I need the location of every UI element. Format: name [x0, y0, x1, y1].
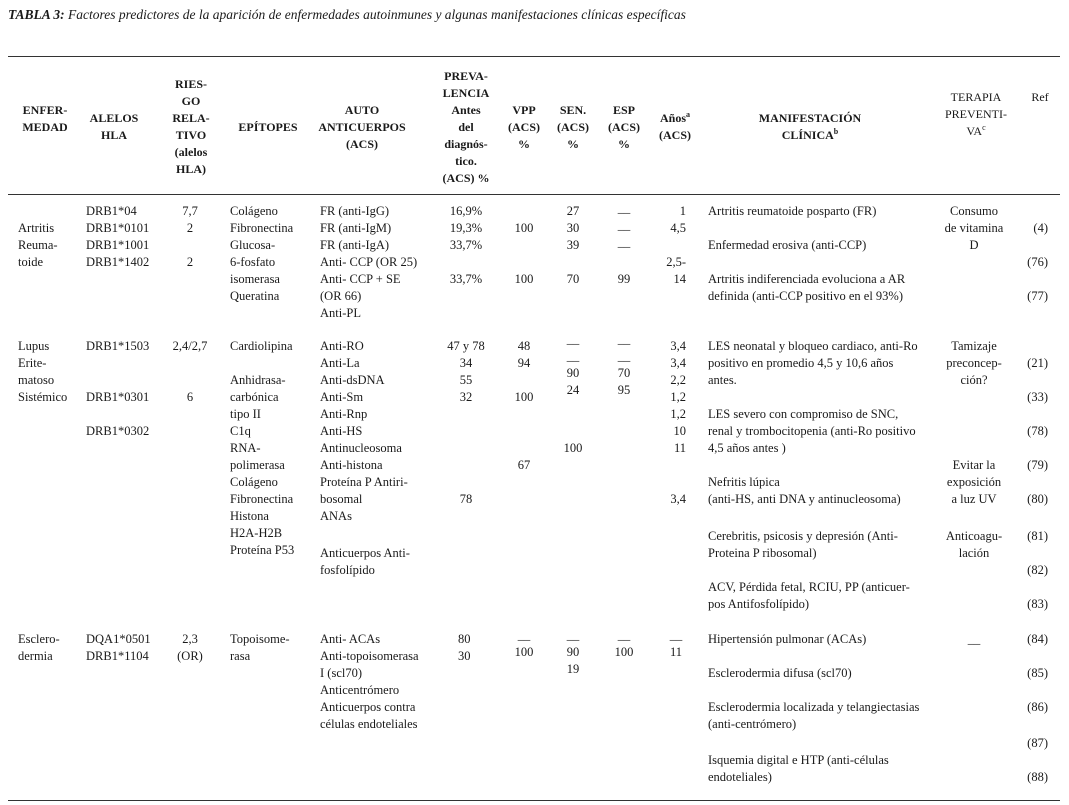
- table-title: Factores predictores de la aparición de enfermedades autoinmunes y algunas manifestaciones clínicas específicas: [64, 7, 686, 22]
- les-esp-1: __ __ 70 95: [617, 332, 631, 397]
- les-vpp-3: 67: [517, 458, 531, 472]
- header-riesgo: RIES- GO RELA- TIVO (alelos HLA): [172, 77, 210, 176]
- top-rule: [8, 56, 1060, 57]
- les-enfermedad: Lupus Erite- matoso Sistémico: [18, 339, 68, 404]
- esc-epitopes: Topoisome- rasa: [230, 632, 290, 663]
- header-manifestacion-line1: MANIFESTACIÓN: [758, 111, 862, 125]
- ar-anos-2: 2,5- 14: [666, 255, 686, 286]
- les-anos-2: 3,4: [670, 492, 686, 506]
- ar-manifestacion-3: Artritis indiferenciada evoluciona a AR definida (anti-CCP positivo en el 93%): [708, 272, 906, 303]
- les-prevalencia-1: 47 y 78 34 55 32: [447, 339, 485, 404]
- ar-prevalencia-2: 33,7%: [449, 272, 483, 286]
- esc-autoanticuerpos: Anti- ACAs Anti-topoisomerasa I (scl70) Anticentrómero Anticuerpos contra células endoteliales: [320, 632, 419, 731]
- esc-ref-3: (86): [1027, 700, 1048, 714]
- les-alelo-2: DRB1*0301: [86, 390, 150, 404]
- ar-enfermedad: Artritis Reuma- toide: [18, 221, 58, 269]
- header-anos-acs: (ACS): [659, 128, 691, 142]
- ar-ref-2: (76): [1027, 255, 1048, 269]
- esc-ref-1: (84): [1027, 632, 1048, 646]
- header-sen: SEN. (ACS) %: [557, 103, 589, 151]
- les-ref-6: (81): [1027, 529, 1048, 543]
- header-anos-label: Años: [659, 111, 686, 125]
- les-prevalencia-2: 78: [459, 492, 473, 506]
- les-ref-5: (80): [1027, 492, 1048, 506]
- esc-alelos: DQA1*0501 DRB1*1104: [86, 632, 151, 663]
- header-anos-sup: a: [686, 110, 690, 119]
- les-manifestacion-3: Nefritis lúpica (anti-HS, anti DNA y antinucleosoma): [708, 475, 901, 506]
- les-manifestacion-1: LES neonatal y bloqueo cardiaco, anti-Ro positivo en promedio 4,5 y 10,6 años antes.: [708, 339, 918, 387]
- les-manifestacion-2: LES severo con compromiso de SNC, renal y trombocitopenia (anti-Ro positivo 4,5 años antes ): [708, 407, 916, 455]
- ar-esp-2: 99: [617, 272, 631, 286]
- les-sen-1: __ __ 90 24: [566, 332, 580, 397]
- les-vpp-1: 48 94: [517, 339, 531, 370]
- les-vpp-2: 100: [514, 390, 534, 404]
- header-vpp: VPP (ACS) %: [508, 103, 540, 151]
- esc-vpp: __ 100: [514, 628, 534, 659]
- header-autoanticuerpos: AUTO ANTICUERPOS (ACS): [318, 103, 406, 151]
- table-caption: [8, 6, 686, 23]
- les-ref-4: (79): [1027, 458, 1048, 472]
- les-ref-1: (21): [1027, 356, 1048, 370]
- table-label: TABLA 3:: [8, 7, 65, 22]
- les-sen-2: 100: [563, 441, 583, 455]
- les-epitopes: Anhidrasa- carbónica tipo II C1q RNA- polimerasa Colágeno Fibronectina Histona H2A-H2B Proteína P53: [230, 373, 295, 557]
- esc-manifestacion-3: Esclerodermia localizada y telangiectasias (anti-centrómero): [708, 700, 920, 731]
- header-ref: Ref: [1031, 90, 1049, 104]
- esc-enfermedad: Esclero- dermia: [18, 632, 60, 663]
- les-manifestacion-5: ACV, Pérdida fetal, RCIU, PP (anticuer- pos Antifosfolípido): [708, 580, 910, 611]
- les-autoanticuerpos: Anti-RO Anti-La Anti-dsDNA Anti-Sm Anti-Rnp Anti-HS Antinucleosoma Anti-histona Proteína P Antiri- bosomal ANAs: [320, 339, 408, 523]
- ar-vpp-1: 100: [514, 221, 534, 235]
- header-esp: ESP (ACS) %: [608, 103, 640, 151]
- les-riesgo-2: 6: [186, 390, 194, 404]
- les-autoanticuerpos-2: Anticuerpos Anti- fosfolípido: [320, 546, 410, 577]
- header-manifestacion: [720, 110, 900, 144]
- les-ref-7: (82): [1027, 563, 1048, 577]
- ar-sen-1: 27 30 39: [566, 204, 580, 252]
- esc-esp: __ 100: [614, 628, 634, 659]
- bottom-rule: [8, 800, 1060, 801]
- header-prevalencia: PREVA- LENCIA Antes del diagnós- tico. (ACS) %: [442, 69, 490, 185]
- les-alelo-3: DRB1*0302: [86, 424, 150, 438]
- esc-terapia: __: [967, 632, 981, 646]
- esc-riesgo: 2,3 (OR): [177, 632, 203, 663]
- les-terapia-2: Evitar la exposición a luz UV: [946, 458, 1002, 506]
- ar-vpp-2: 100: [514, 272, 534, 286]
- esc-manifestacion-1: Hipertensión pulmonar (ACAs): [708, 632, 867, 646]
- ar-epitopes: Colágeno Fibronectina Glucosa- 6-fosfato isomerasa Queratina: [230, 204, 294, 303]
- les-terapia-3: Anticoagu- lación: [945, 529, 1003, 560]
- header-terapia-sup: c: [982, 123, 986, 132]
- les-ref-2: (33): [1027, 390, 1048, 404]
- les-riesgo-1: 2,4/2,7: [172, 339, 208, 353]
- les-alelo-1: DRB1*1503: [86, 339, 150, 353]
- ar-riesgo-2: 2: [186, 221, 194, 235]
- les-anos-1: 3,4 3,4 2,2 1,2 1,2 10 11: [670, 339, 686, 455]
- ar-prevalencia-1: 16,9% 19,3% 33,7%: [449, 204, 483, 252]
- ar-sen-2: 70: [566, 272, 580, 286]
- header-alelos: ALELOS HLA: [89, 111, 139, 142]
- les-ref-3: (78): [1027, 424, 1048, 438]
- esc-sen: __ 90 19: [566, 628, 580, 676]
- esc-prevalencia: 80 30: [458, 632, 471, 663]
- esc-ref-4: (87): [1027, 736, 1048, 750]
- les-ref-8: (83): [1027, 597, 1048, 611]
- ar-ref-3: (77): [1027, 289, 1048, 303]
- esc-manifestacion-2: Esclerodermia difusa (scl70): [708, 666, 852, 680]
- header-epitopes: EPÍTOPES: [238, 120, 298, 134]
- ar-manifestacion-1: Artritis reumatoide posparto (FR): [708, 204, 877, 218]
- ar-ref-1: (4): [1033, 221, 1048, 235]
- header-manifestacion-sup: b: [833, 127, 839, 136]
- les-terapia-1: Tamizaje preconcep- ción?: [946, 339, 1002, 387]
- header-manifestacion-line2: CLÍNICA: [781, 128, 834, 142]
- header-rule: [8, 194, 1060, 195]
- esc-ref-2: (85): [1027, 666, 1048, 680]
- ar-terapia: Consumo de vitamina D: [944, 204, 1004, 252]
- les-epitope-1: Cardiolipina: [230, 339, 293, 353]
- esc-manifestacion-4: Isquemia digital e HTP (anti-células endoteliales): [708, 753, 889, 784]
- ar-anos-1: 1 4,5: [670, 204, 686, 235]
- ar-alelos: DRB1*04 DRB1*0101 DRB1*1001 DRB1*1402: [86, 204, 150, 269]
- ar-manifestacion-2: Enfermedad erosiva (anti-CCP): [708, 238, 867, 252]
- header-terapia: [936, 89, 1016, 140]
- ar-autoanticuerpos: FR (anti-IgG) FR (anti-IgM) FR (anti-IgA) Anti- CCP (OR 25) Anti- CCP + SE (OR 66) Anti-PL: [320, 204, 418, 320]
- esc-ref-5: (88): [1027, 770, 1048, 784]
- ar-riesgo-3: 2: [186, 255, 194, 269]
- ar-esp-dashes: __ __ __: [617, 201, 631, 249]
- ar-riesgo-1: 7,7: [182, 204, 198, 218]
- les-manifestacion-4: Cerebritis, psicosis y depresión (Anti- Proteina P ribosomal): [708, 529, 898, 560]
- header-anos: [652, 110, 698, 144]
- header-terapia-text: TERAPIA PREVENTI- VA: [945, 90, 1007, 138]
- esc-anos: __ 11: [669, 628, 683, 659]
- header-enfermedad: ENFER- MEDAD: [22, 103, 68, 134]
